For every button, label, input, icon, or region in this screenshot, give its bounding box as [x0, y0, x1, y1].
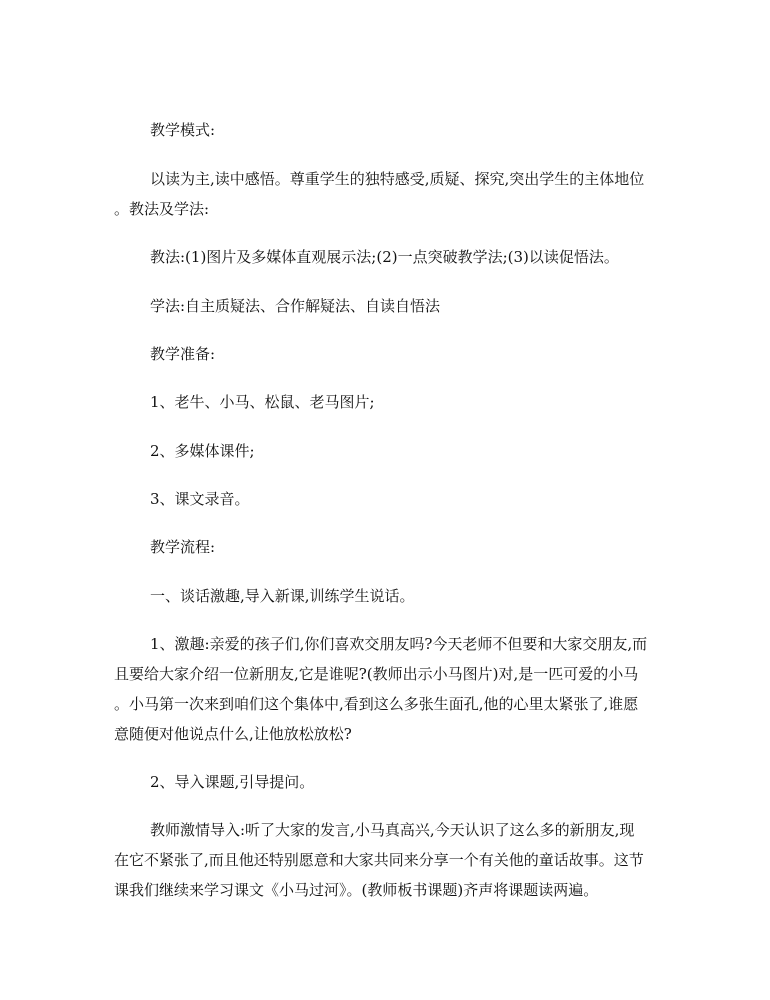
list-item: 3、课文录音。: [150, 490, 250, 508]
section-heading: 一、谈话激趣,导入新课,训练学生说话。: [150, 587, 415, 605]
paragraph-line: 。小马第一次来到咱们这个集体中,看到这么多张生面孔,他的心里太紧张了,谁愿: [114, 695, 639, 713]
subsection-heading: 2、导入课题,引导提问。: [150, 773, 315, 791]
paragraph-line: 课我们继续来学习课文《小马过河》。(教师板书课题)齐声将课题读两遍。: [114, 881, 599, 899]
paragraph-line: 在它不紧张了,而且他还特别愿意和大家共同来分享一个有关他的童话故事。这节: [114, 851, 644, 869]
paragraph-line: 意随便对他说点什么,让他放松放松?: [114, 725, 352, 743]
heading-teaching-mode: 教学模式:: [150, 121, 216, 139]
paragraph-learning-methods: 学法:自主质疑法、合作解疑法、自读自悟法: [150, 297, 441, 315]
heading-teaching-preparation: 教学准备:: [150, 345, 216, 363]
list-item: 2、多媒体课件;: [150, 442, 255, 460]
paragraph-line: 以读为主,读中感悟。尊重学生的独特感受,质疑、探究,突出学生的主体地位: [150, 170, 645, 188]
paragraph-line: 教师激情导入:听了大家的发言,小马真高兴,今天认识了这么多的新朋友,现: [150, 821, 635, 839]
paragraph-line: 且要给大家介绍一位新朋友,它是谁呢?(教师出示小马图片)对,是一匹可爱的小马: [114, 665, 639, 683]
paragraph-line: 。教法及学法:: [114, 200, 210, 218]
heading-teaching-process: 教学流程:: [150, 538, 216, 556]
paragraph-line: 1、激趣:亲爱的孩子们,你们喜欢交朋友吗?今天老师不但要和大家交朋友,而: [150, 635, 648, 653]
paragraph-teaching-methods: 教法:(1)图片及多媒体直观展示法;(2)一点突破教学法;(3)以读促悟法。: [150, 248, 619, 266]
list-item: 1、老牛、小马、松鼠、老马图片;: [150, 393, 375, 411]
